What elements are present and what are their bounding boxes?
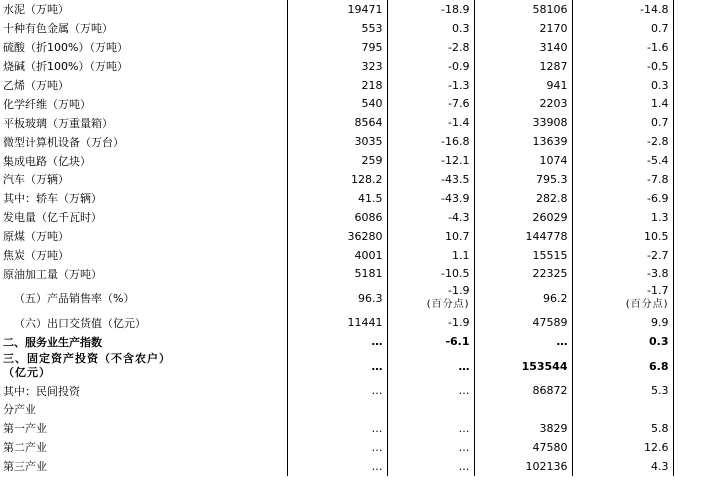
cell-value: -7.6 [387,94,474,113]
cell-value: 795 [287,38,387,57]
table-row-private-investment [0,381,673,400]
cell-value: 0.7 [572,19,673,38]
row-label: 平板玻璃（万重量箱） [0,113,287,132]
row-label: 焦炭（万吨） [0,246,287,265]
cell-value: 1.4 [572,94,673,113]
cell-value: 10.7 [387,227,474,246]
table-row-fixed-investment [0,351,673,381]
cell-value: 33908 [474,113,572,132]
table-row [0,38,673,57]
cell-value: -18.9 [387,0,474,19]
cell-value: 144778 [474,227,572,246]
cell-value: 47589 [474,313,572,332]
cell-value: … [387,438,474,457]
cell-value: 540 [287,94,387,113]
cell-value: 6086 [287,208,387,227]
section-heading-line2: （亿元） [3,366,51,380]
table-row [0,170,673,189]
cell-value: … [287,351,387,381]
cell-value: 5181 [287,264,387,283]
cell-value: 41.5 [287,189,387,208]
cell-value: … [387,457,474,476]
row-label: 其中：民间投资 [0,381,287,400]
cell-value: 795.3 [474,170,572,189]
cell-value: -16.8 [387,132,474,151]
cell-value: -1.7 [647,284,669,298]
cell-value: -2.7 [572,246,673,265]
cell-value: -1.4 [387,113,474,132]
row-label: 水泥（万吨） [0,0,287,19]
cell-value: … [287,438,387,457]
table-row [0,113,673,132]
cell-value: 941 [474,76,572,95]
cell-value: 12.6 [572,438,673,457]
table-row [0,438,673,457]
cell-value: 1.1 [387,246,474,265]
table-row-sales-rate [0,283,673,313]
cell-value: -0.9 [387,57,474,76]
table-row [0,19,673,38]
cell-value: 11441 [287,313,387,332]
cell-value: 96.2 [474,283,572,313]
section-heading [0,351,287,381]
row-label: 发电量（亿千瓦时） [0,208,287,227]
row-label: 烧碱（折100%）（万吨） [0,57,287,76]
cell-value: -2.8 [572,132,673,151]
cell-value: … [287,419,387,438]
row-label: 第二产业 [0,438,287,457]
cell-value: 58106 [474,0,572,19]
table-row-services [0,332,673,351]
table-row [0,208,673,227]
table-row [0,76,673,95]
cell-value: 96.3 [287,283,387,313]
cell-value: -2.8 [387,38,474,57]
row-label: 原油加工量（万吨） [0,264,287,283]
cell-value: 13639 [474,132,572,151]
row-label: 第一产业 [0,419,287,438]
row-label: 集成电路（亿块） [0,151,287,170]
cell-value: -0.5 [572,57,673,76]
cell-value: 5.8 [572,419,673,438]
section-heading-line1: 三、固定资产投资（不含农户） [3,352,171,366]
table-row [0,457,673,476]
row-label: 十种有色金属（万吨） [0,19,287,38]
cell-value: 218 [287,76,387,95]
cell-unit: (百分点) [625,299,669,311]
row-label: 原煤（万吨） [0,227,287,246]
table-row [0,0,673,19]
cell-value: 15515 [474,246,572,265]
cell-value: … [474,332,572,351]
table-row [0,132,673,151]
cell-value: 19471 [287,0,387,19]
row-label: 乙烯（万吨） [0,76,287,95]
cell-value: -14.8 [572,0,673,19]
cell-value: … [387,381,474,400]
table-row [0,264,673,283]
cell-unit: (百分点) [426,299,470,311]
row-label: （五）产品销售率（%） [0,283,287,313]
cell-value: 26029 [474,208,572,227]
cell-value: 47580 [474,438,572,457]
cell-value: -43.9 [387,189,474,208]
cell-value: 4001 [287,246,387,265]
cell-value: 0.3 [387,19,474,38]
cell-value: 1287 [474,57,572,76]
cell-value: 5.3 [572,381,673,400]
cell-value: 22325 [474,264,572,283]
table-row [0,246,673,265]
row-label: （六）出口交货值（亿元） [0,313,287,332]
cell-value-stack [387,283,474,313]
cell-value: 0.3 [572,76,673,95]
cell-value: 323 [287,57,387,76]
cell-value: 102136 [474,457,572,476]
cell-value: 3035 [287,132,387,151]
row-label: 汽车（万辆） [0,170,287,189]
cell-value: 6.8 [572,351,673,381]
cell-value: 10.5 [572,227,673,246]
cell-value: -6.1 [387,332,474,351]
cell-value: -6.9 [572,189,673,208]
cell-value: -1.9 [387,313,474,332]
cell-value: -1.3 [387,76,474,95]
row-label: 化学纤维（万吨） [0,94,287,113]
cell-value: 553 [287,19,387,38]
cell-value: -5.4 [572,151,673,170]
row-label: 分产业 [0,400,287,419]
cell-value: -4.3 [387,208,474,227]
table-row-by-industry [0,400,673,419]
cell-value-stack [572,283,673,313]
row-label: 硫酸（折100%）（万吨） [0,38,287,57]
table-row [0,227,673,246]
cell-value: -3.8 [572,264,673,283]
cell-value: … [287,381,387,400]
row-label: 微型计算机设备（万台） [0,132,287,151]
table-row-export [0,313,673,332]
cell-value: 0.7 [572,113,673,132]
cell-value: 8564 [287,113,387,132]
table-row [0,151,673,170]
cell-value: 9.9 [572,313,673,332]
row-label: 其中：轿车（万辆） [0,189,287,208]
cell-value: … [287,457,387,476]
cell-value: -7.8 [572,170,673,189]
section-heading: 二、服务业生产指数 [0,332,287,351]
table-row [0,419,673,438]
table-row [0,94,673,113]
cell-value: 36280 [287,227,387,246]
cell-value: 3140 [474,38,572,57]
cell-value: 128.2 [287,170,387,189]
table-row [0,189,673,208]
cell-value: 86872 [474,381,572,400]
cell-value: -12.1 [387,151,474,170]
cell-value: … [387,351,474,381]
cell-value: 282.8 [474,189,572,208]
cell-value: … [387,419,474,438]
cell-value: 4.3 [572,457,673,476]
cell-value: … [287,332,387,351]
cell-value: 2170 [474,19,572,38]
cell-value: 2203 [474,94,572,113]
cell-value: -1.6 [572,38,673,57]
cell-value: 1074 [474,151,572,170]
cell-value: 3829 [474,419,572,438]
row-label: 第三产业 [0,457,287,476]
cell-value: -1.9 [448,284,470,298]
cell-value: 0.3 [572,332,673,351]
cell-value: -43.5 [387,170,474,189]
cell-value: -10.5 [387,264,474,283]
cell-value: 1.3 [572,208,673,227]
cell-value: 153544 [474,351,572,381]
cell-value: 259 [287,151,387,170]
table-row [0,57,673,76]
